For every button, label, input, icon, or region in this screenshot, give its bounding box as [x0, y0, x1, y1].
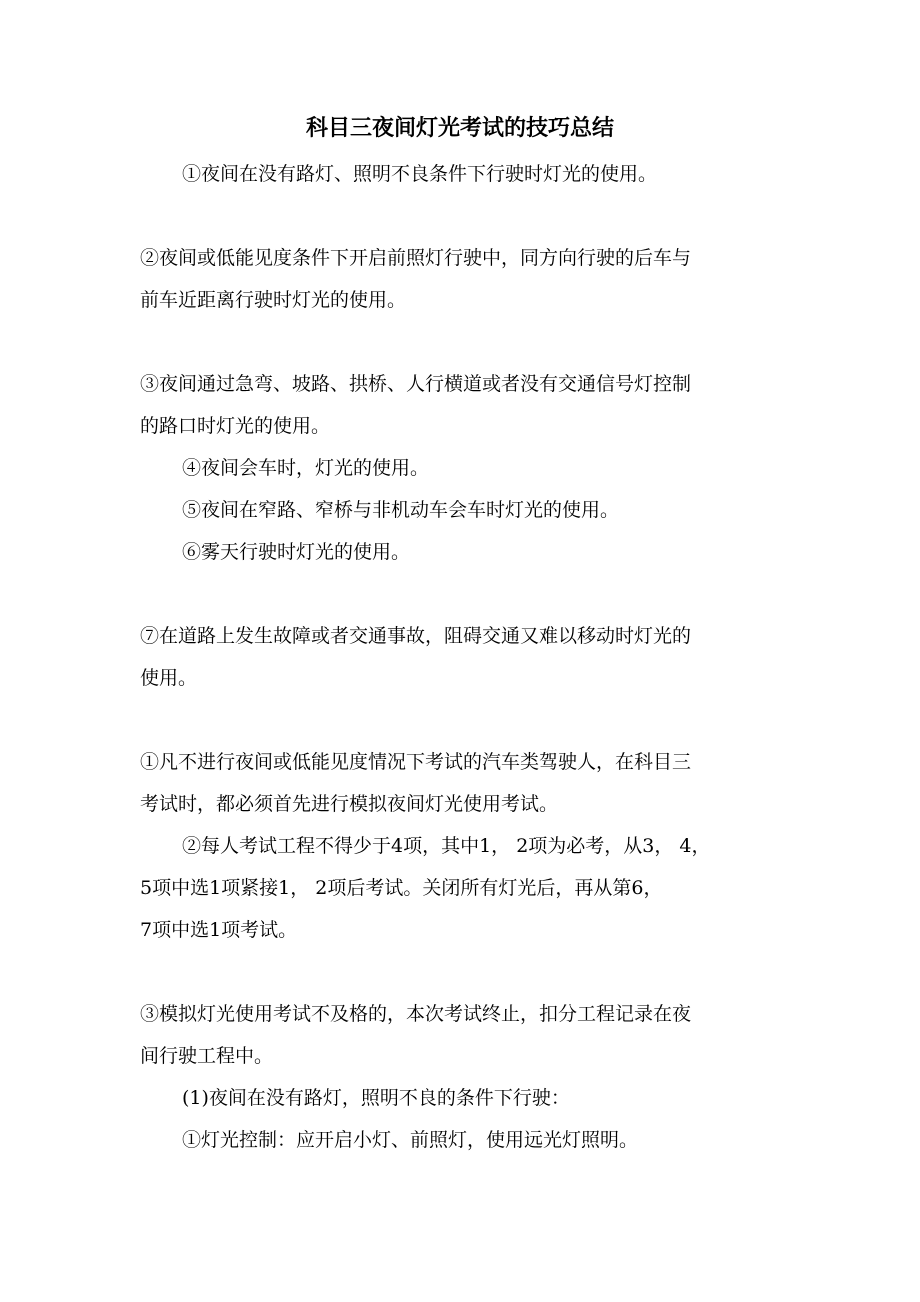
paragraph-line: 间行驶工程中。 [140, 1045, 274, 1067]
paragraph-line: ①夜间在没有路灯、照明不良条件下行驶时灯光的使用。 [182, 163, 658, 185]
paragraph-line: (1)夜间在没有路灯，照明不良的条件下行驶： [182, 1087, 570, 1109]
paragraph-line: ⑥雾天行驶时灯光的使用。 [182, 541, 411, 563]
paragraph-line: ⑤夜间在窄路、窄桥与非机动车会车时灯光的使用。 [182, 499, 620, 521]
paragraph-line: ④夜间会车时，灯光的使用。 [182, 457, 430, 479]
paragraph-line: ①灯光控制：应开启小灯、前照灯，使用远光灯照明。 [182, 1129, 639, 1151]
paragraph-line: 7项中选1项考试。 [140, 919, 298, 941]
paragraph-line: ①凡不进行夜间或低能见度情况下考试的汽车类驾驶人，在科目三 [140, 751, 692, 773]
paragraph-line: ③模拟灯光使用考试不及格的，本次考试终止，扣分工程记录在夜 [140, 1003, 692, 1025]
paragraph-line: 使用。 [140, 667, 198, 689]
paragraph-line: ③夜间通过急弯、坡路、拱桥、人行横道或者没有交通信号灯控制 [140, 373, 692, 395]
document-title: 科目三夜间灯光考试的技巧总结 [305, 115, 614, 141]
paragraph-line: 5项中选1项紧接1， 2项后考试。关闭所有灯光后，再从第6， [140, 877, 663, 899]
paragraph-line: ⑦在道路上发生故障或者交通事故，阻碍交通又难以移动时灯光的 [140, 625, 692, 647]
paragraph-line: ②夜间或低能见度条件下开启前照灯行驶中，同方向行驶的后车与 [140, 247, 692, 269]
paragraph-line: 考试时，都必须首先进行模拟夜间灯光使用考试。 [140, 793, 559, 815]
paragraph-line: 前车近距离行驶时灯光的使用。 [140, 289, 407, 311]
paragraph-line: 的路口时灯光的使用。 [140, 415, 331, 437]
paragraph-line: ②每人考试工程不得少于4项，其中1， 2项为必考，从3， 4， [182, 835, 711, 857]
